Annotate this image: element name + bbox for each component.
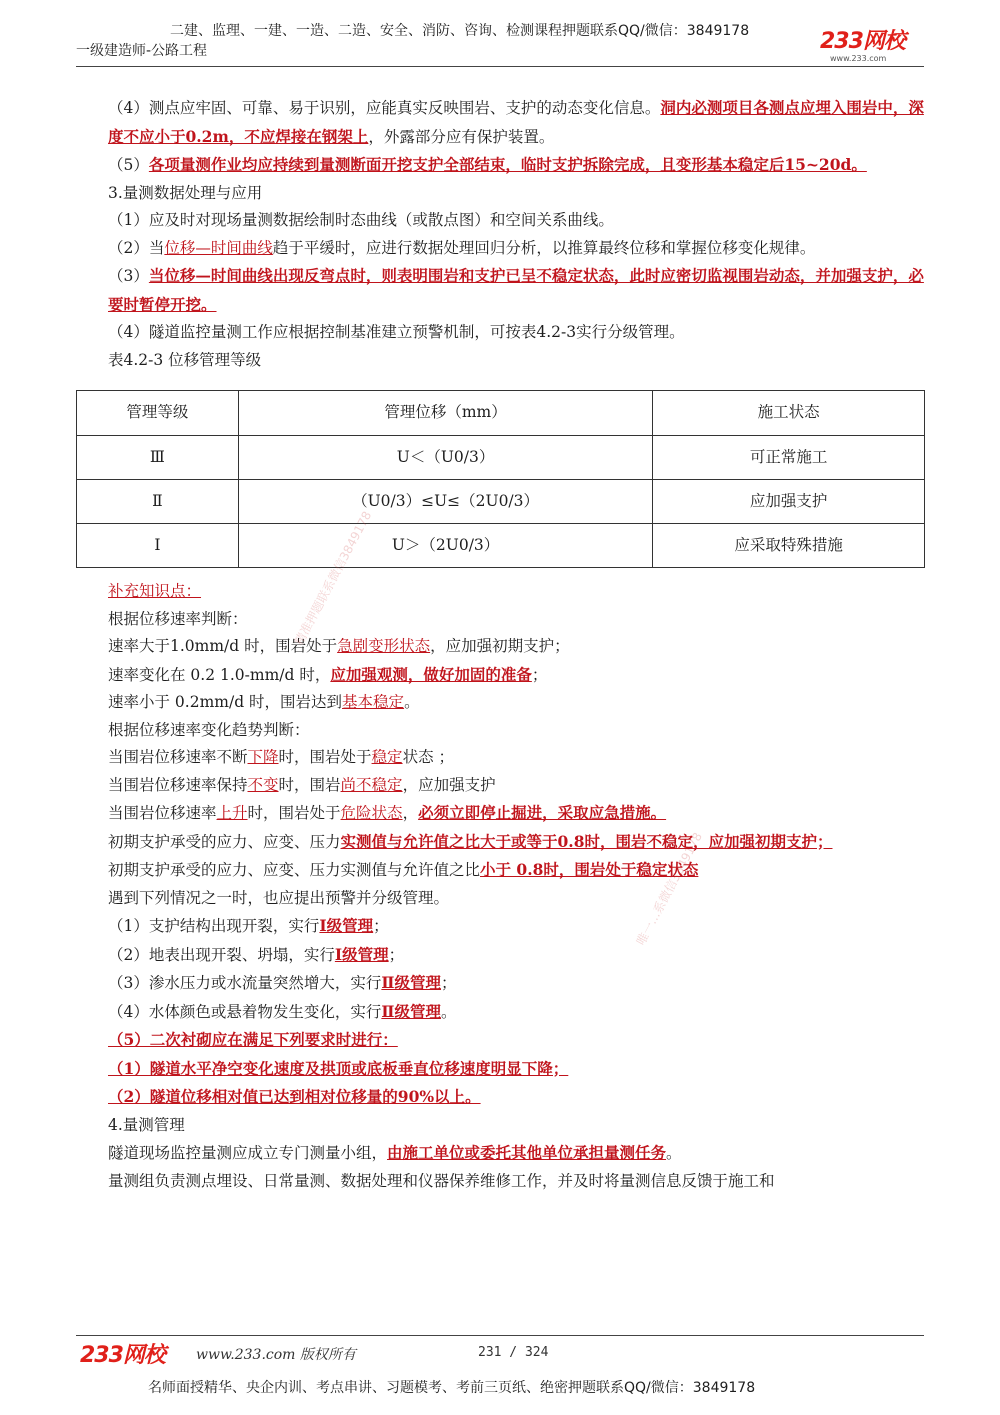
text: （5） (108, 156, 149, 174)
paragraph (76, 1139, 926, 1168)
header-banner: 二建、监理、一建、一造、二造、安全、消防、咨询、检测课程押题联系QQ/微信：3849178 (170, 23, 750, 39)
text: ，应加强初期支护； (430, 637, 570, 655)
table-header: 管理位移（mm） (238, 391, 653, 436)
table-header: 施工状态 (653, 391, 925, 436)
highlight-text: 上升 (216, 804, 248, 822)
paragraph (76, 744, 926, 772)
paragraph: 根据位移速率判断： (108, 609, 248, 628)
text: （4）测点应牢固、可靠、易于识别，应能真实反映围岩、支护的动态变化信息。 (108, 99, 661, 117)
paragraph (76, 633, 926, 661)
paragraph: 量测组负责测点埋设、日常量测、数据处理和仪器保养维修工作，并及时将量测信息反馈于施工和 (108, 1171, 775, 1190)
table-cell: 应加强支护 (653, 480, 925, 524)
text: 当围岩位移速率 (108, 804, 217, 822)
highlight-text: 位移—时间曲线 (164, 238, 273, 257)
text: 。 (404, 693, 420, 711)
highlight-text: （5）二次衬砌应在满足下列要求时进行： (108, 1030, 398, 1049)
text: ； (373, 917, 389, 935)
course-name: 一级建造师-公路工程 (76, 43, 208, 59)
text: （4）水体颜色或悬着物发生变化，实行 (108, 1002, 382, 1021)
text: 初期支护承受的应力、应变、压力 (108, 832, 341, 851)
paragraph (76, 661, 926, 690)
highlight-text: Ⅰ级管理 (334, 944, 389, 964)
paragraph (76, 828, 926, 857)
table-header-row (77, 391, 925, 436)
table-caption: 表4.2-3 位移管理等级 (108, 350, 262, 369)
table-container (76, 390, 926, 568)
highlight-text: 实测值与允许值之比大于或等于0.8时，围岩不稳定，应加强初期支护； (340, 831, 833, 851)
highlight-text: 各项量测作业均应持续到量测断面开挖支护全部结束，临时支护拆除完成，且变形基本稳定后15~20d。 (148, 155, 867, 174)
paragraph (76, 1026, 926, 1055)
paragraph: （1）应及时对现场量测数据绘制时态曲线（或散点图）和空间关系曲线。 (108, 211, 614, 229)
page-content (76, 94, 926, 1195)
table-cell: U＞（2U0/3） (238, 524, 653, 568)
table-cell: （U0/3）≤U≤（2U0/3） (238, 480, 653, 524)
text: 速率大于1.0mm/d 时，围岩处于 (108, 637, 338, 655)
footer-banner: 名师面授精华、央企内训、考点串讲、习题模考、考前三页纸、绝密押题联系QQ/微信：3849178 (148, 1380, 756, 1396)
highlight-text: 补充知识点： (108, 582, 202, 600)
highlight-text: 不变 (247, 775, 279, 794)
paragraph (76, 1055, 926, 1084)
logo-text: 233网校 (820, 29, 905, 54)
paragraph (76, 94, 926, 151)
paragraph (76, 772, 926, 800)
highlight-text: Ⅱ级管理 (381, 1001, 441, 1021)
highlight-text: （2）隧道位移相对值已达到相对位移量的90%以上。 (108, 1087, 481, 1106)
footer-divider (76, 1335, 924, 1336)
paragraph (76, 689, 926, 717)
text: 状态 ； (402, 748, 454, 766)
highlight-text: 急剧变形状态 (337, 637, 431, 655)
text: ； (531, 665, 548, 684)
highlight-text: （1）隧道水平净空变化速度及拱顶或底板垂直位移速度明显下降； (108, 1058, 569, 1078)
supplement-title (76, 578, 926, 606)
text: （1）支护结构出现开裂，实行 (108, 917, 320, 935)
paragraph: 根据位移速率变化趋势判断： (108, 720, 310, 739)
watermark: 精准押题联系微信3849178 (291, 508, 375, 648)
text: 速率小于 0.2mm/d 时，围岩达到 (108, 693, 343, 711)
text: 时，围岩处于 (247, 804, 341, 822)
text: 当围岩位移速率保持 (108, 775, 248, 794)
section-title: 3.量测数据处理与应用 (108, 183, 263, 202)
paragraph: 遇到下列情况之一时，也应提出预警并分级管理。 (108, 888, 450, 907)
text: （2）地表出现开裂、坍塌，实行 (108, 945, 335, 964)
text: 初期支护承受的应力、应变、压力实测值与允许值之比 (108, 861, 481, 879)
paragraph: （4）隧道监控量测工作应根据控制基准建立预警机制，可按表4.2-3实行分级管理。 (108, 323, 685, 341)
text: 。 (666, 1144, 682, 1162)
text: 速率变化在 0.2 1.0-mm/d 时， (108, 665, 331, 684)
highlight-text: 稳定 (371, 748, 403, 766)
logo (820, 30, 930, 66)
text: （3） (108, 267, 149, 285)
highlight-text: 洞内必测项目各测点应埋入围岩中，深度不应小于0.2m，不应焊接在钢架上 (108, 98, 924, 146)
footer-logo: 233网校 (80, 1343, 165, 1368)
text: 时，围岩处于 (278, 748, 372, 766)
highlight-text: 下降 (247, 748, 279, 766)
highlight-text: Ⅰ级管理 (319, 916, 374, 935)
table-cell: 应采取特殊措施 (653, 524, 925, 568)
paragraph (76, 941, 926, 970)
text: ，外露部分应有保护装置。 (368, 127, 555, 146)
paragraph (76, 799, 926, 828)
highlight-text: 应加强观测，做好加固的准备 (330, 664, 532, 684)
text: （3）渗水压力或水流量突然增大，实行 (108, 974, 382, 992)
highlight-text: 由施工单位或委托其他单位承担量测任务 (387, 1143, 667, 1162)
highlight-text: 基本稳定 (342, 693, 405, 711)
text: 。 (440, 1002, 457, 1021)
text: 当围岩位移速率不断 (108, 748, 248, 766)
table-header: 管理等级 (77, 391, 239, 436)
highlight-text: 当位移—时间曲线出现反弯点时，则表明围岩和支护已呈不稳定状态，此时应密切监视围岩动态，并加强支护，必要时暂停开挖。 (108, 266, 924, 314)
displacement-table (76, 390, 925, 568)
table-cell: Ⅲ (77, 436, 239, 480)
logo-url: www.233.com (830, 54, 887, 63)
text: ， (402, 804, 419, 822)
table-cell: Ⅰ (77, 524, 239, 568)
paragraph (76, 1083, 926, 1112)
table-cell: U＜（U0/3） (238, 436, 653, 480)
text: 趋于平缓时，应进行数据处理回归分析，以推算最终位移和掌握位移变化规律。 (272, 238, 816, 257)
paragraph (76, 151, 926, 180)
text: ； (440, 974, 457, 992)
table-row (77, 480, 925, 524)
section-title: 4.量测管理 (108, 1115, 185, 1134)
paragraph (76, 262, 926, 319)
text: 隧道现场监控量测应成立专门测量小组， (108, 1144, 388, 1162)
highlight-text: Ⅱ级管理 (381, 973, 441, 992)
paragraph (76, 998, 926, 1027)
table-cell: Ⅱ (77, 480, 239, 524)
text: ，应加强支护 (402, 775, 496, 794)
text: ； (388, 945, 405, 964)
table-cell: 可正常施工 (653, 436, 925, 480)
paragraph (76, 969, 926, 998)
highlight-text: 必须立即停止掘进，采取应急措施。 (418, 803, 667, 822)
paragraph (76, 235, 926, 263)
paragraph (76, 912, 926, 941)
highlight-text: 尚不稳定 (340, 775, 403, 794)
header-divider (76, 66, 924, 67)
text: （2）当 (108, 238, 165, 257)
table-row (77, 524, 925, 568)
table-row (77, 436, 925, 480)
footer-site: www.233.com 版权所有 (196, 1347, 356, 1363)
paragraph (76, 856, 926, 885)
text: 时，围岩 (278, 775, 341, 794)
highlight-text: 小于 0.8时，围岩处于稳定状态 (480, 860, 699, 879)
page-number: 231 / 324 (478, 1345, 549, 1360)
highlight-text: 危险状态 (340, 804, 403, 822)
watermark: 唯一…系微信3849178 (633, 830, 706, 948)
